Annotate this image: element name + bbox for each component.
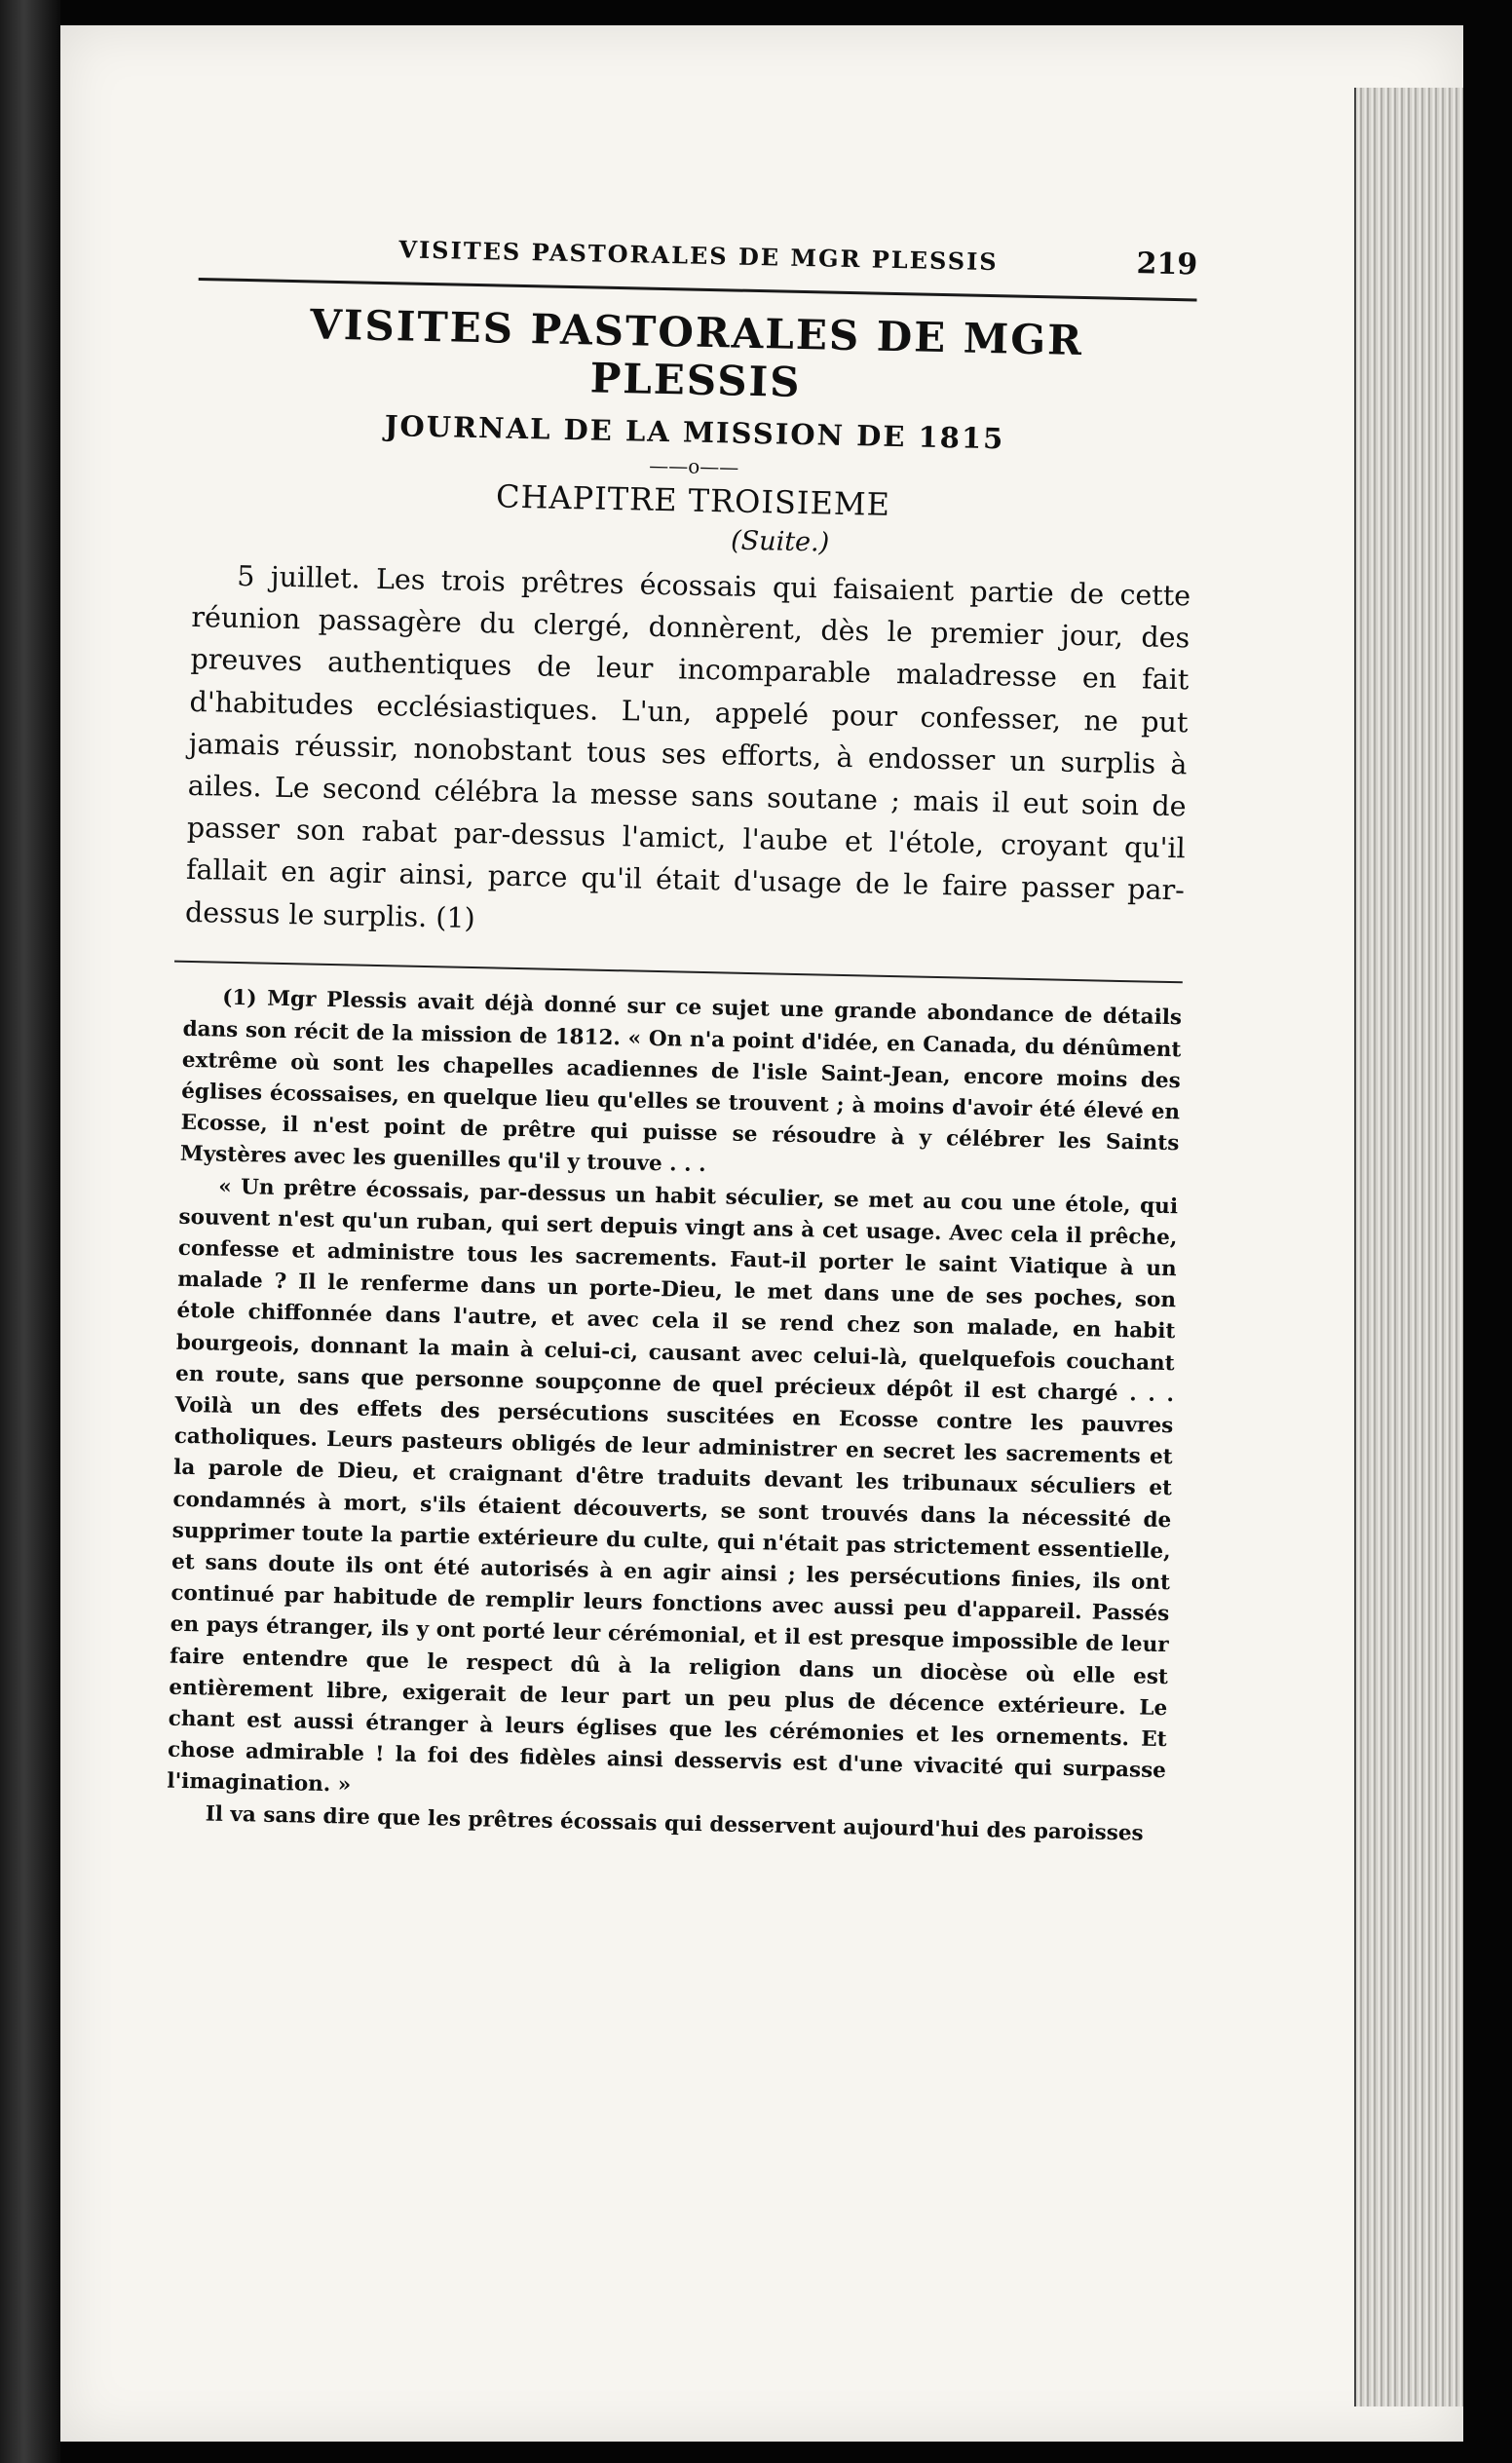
page-content	[159, 219, 1198, 2188]
running-title: VISITES PASTORALES DE MGR PLESSIS	[398, 235, 999, 277]
chapter-heading: CHAPITRE TROISIEME	[495, 477, 891, 523]
article-title: VISITES PASTORALES DE MGR PLESSIS	[309, 300, 1084, 406]
page-fore-edge	[1354, 88, 1463, 2406]
article-subtitle: JOURNAL DE LA MISSION DE 1815	[384, 409, 1005, 456]
footnote-separator	[174, 961, 1183, 984]
book-gutter	[0, 0, 60, 2463]
chapter-suite: (Suite.)	[730, 525, 830, 558]
footnote-paragraph: « Un prêtre écossais, par-dessus un habit séculier, se met au cou une étole, qui souvent n'est qu'un ruban, qui sert depuis vingt ans à cet usage. Avec cela il prêche, confesse et administre tous les sacrements. Faut-il porter le saint Viatique à un malade ? Il le renferme dans un porte-Dieu, le met dans une de ses poches, son étole chiffonnée dans l'autre, et avec cela il se rend chez son malade, en habit bourgeois, donnant la main à celui-ci, causant avec celui-là, quelquefois couchant en route, sans que personne soupçonne de quel précieux dépôt il est chargé . . . Voilà un des effets des persécutions suscitées en Ecosse contre les pauvres catholiques. Leurs pasteurs obligés de leur administrer en secret les sacrements et la parole de Dieu, et craignant d'être traduits devant les tribunaux séculiers et condamnés à mort, s'ils étaient découverts, se sont trouvés dans la nécessité de supprimer toute la partie extérieure du culte, qui n'était pas strictement essentielle, et sans doute ils ont été autorisés à en agir ainsi ; les persécutions finies, ils ont continué par habitude de remplir leurs fonctions avec aussi peu d'appareil. Passés en pays étranger, ils y ont porté leur cérémonial, et il est presque impossible de leur faire entendre que le respect dû à la religion dans un diocèse où elle est entièrement libre, exigerait de leur part un peu plus de décence extérieure. Le chant est aussi étranger à leurs églises que les cérémonies et les ornements. Et chose admirable ! la foi des fidèles ainsi desservis est d'une vivacité qui surpasse l'imagination. »	[167, 1174, 1179, 1799]
page-number: 219	[1136, 246, 1198, 283]
title-ornament: ——o——	[649, 453, 739, 479]
footnote-paragraph: Il va sans dire que les prêtres écossais qui desservent aujourd'hui des paroisses	[205, 1801, 1144, 1846]
footnote	[166, 982, 1182, 1850]
body-paragraph: 5 juillet. Les trois prêtres écossais qui faisaient partie de cette réunion passagère du clergé, donnèrent, dès le premier jour, des preuves authentiques de leur incomparable maladresse en fait d'habitudes ecclésiastiques. L'un, appelé pour confesser, ne put jamais réussir, nonobstant tous ses efforts, à endosser un surplis à ailes. Le second célébra la messe sans soutane ; mais il eut soin de passer son rabat par-dessus l'amict, l'aube et l'étole, croyant qu'il fallait en agir ainsi, parce qu'il était d'usage de le faire passer par-dessus le surplis. (1)	[184, 559, 1191, 934]
footnote-paragraph: (1) Mgr Plessis avait déjà donné sur ce sujet une grande abondance de détails dans son récit de la mission de 1812. « On n'a point d'idée, en Canada, du dénûment extrême où sont les chapelles acadiennes de l'isle Saint-Jean, encore moins des églises écossaises, en quelque lieu qu'elles se trouvent ; à moins d'avoir été élevé en Ecosse, il n'est point de prêtre qui puisse se résoudre à y célébrer les Saints Mystères avec les guenilles qu'il y trouve . . .	[179, 985, 1183, 1178]
